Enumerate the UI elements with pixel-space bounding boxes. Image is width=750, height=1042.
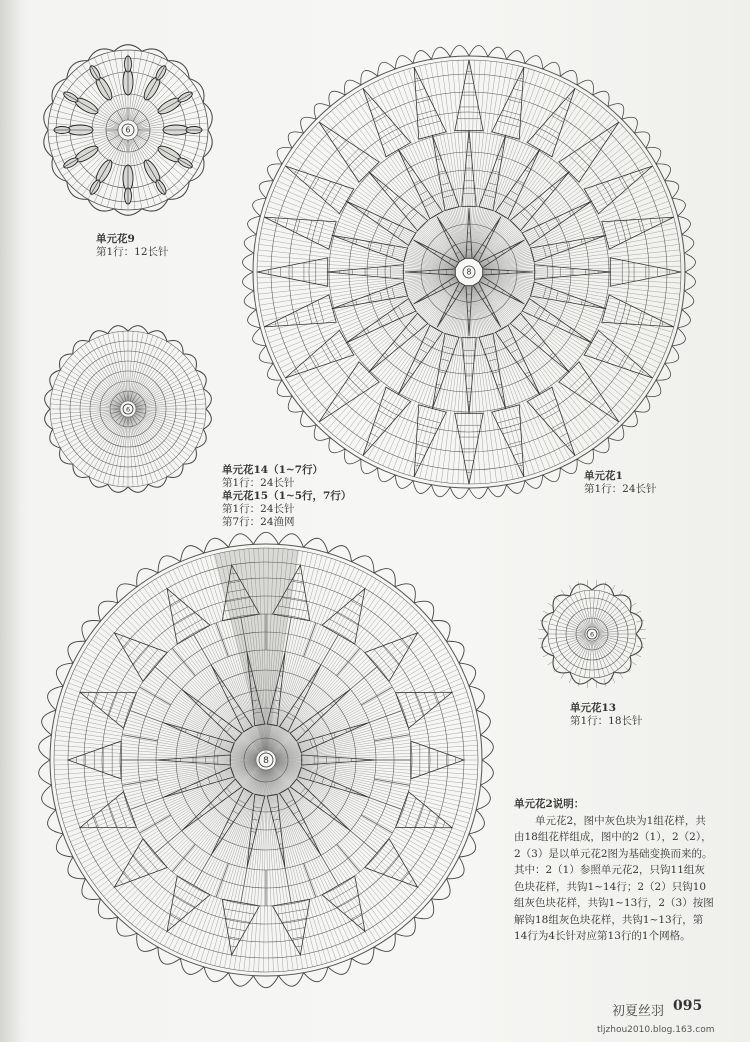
watermark: tljzhou2010.blog.163.com: [597, 1025, 715, 1035]
leaf-group: [88, 64, 102, 81]
motif-9-caption: [96, 233, 169, 259]
motif-14-line-2: 第1行：24长针: [222, 477, 295, 489]
leaf-group: [54, 127, 70, 134]
motif-13-row1: 第1行：18长针: [570, 715, 643, 727]
motif-9-row1: 第1行：12长针: [96, 246, 169, 258]
center-chain-count: 6: [125, 405, 131, 414]
motif-1-caption: [584, 470, 657, 496]
motif-14-line-1: 单元花14（1~7行）: [222, 464, 324, 476]
center-chain-count: 6: [125, 125, 131, 135]
motif-9-diagram: [38, 40, 218, 220]
motif-14-diagram: [38, 319, 218, 499]
leaf-group: [154, 64, 168, 81]
center-chain-count: 6: [589, 630, 595, 639]
petal-hatch: [614, 300, 663, 326]
leaf-group: [62, 156, 79, 170]
leaf-group: [62, 90, 79, 104]
leaf-group: [88, 178, 102, 195]
motif-14-line-3: 单元花15（1~5行，7行）: [222, 490, 352, 502]
spine-shadow: [0, 0, 22, 1042]
leaf-group: [123, 165, 133, 191]
petal-hatch: [497, 78, 523, 127]
leaf-group: [125, 56, 132, 72]
page-number: 095: [673, 998, 703, 1014]
leaf-group: [67, 125, 93, 135]
outer-fan: [80, 692, 137, 728]
outer-fan: [80, 792, 137, 828]
center-chain-count: 8: [466, 267, 472, 277]
outer-fan: [396, 792, 453, 828]
motif-14-line-4: 第1行：24长针: [222, 503, 295, 515]
petal-hatch: [415, 78, 441, 127]
motif-13-diagram: [527, 569, 657, 699]
motif-13-title: 单元花13: [570, 702, 617, 714]
motif-1-title: 单元花1: [584, 470, 623, 482]
leaf-group: [163, 125, 189, 135]
leaf-group: [154, 178, 168, 195]
description-body: 单元花2，图中灰色块为1组花样，共由18组花样组成，图中的2（1），2（2），2（3）是以单元花2图为基础变换而来的。其中：2（1）参照单元花2，只钩11组灰色块花样，共钩1~14行；2（2）只钩10组灰色块花样，共钩1~13行，2（3）按图解钩18组灰色块花样，共钩1~13行，第14行为4长针对应第13行的1个网格。: [514, 814, 714, 942]
book-title: 初夏丝羽: [612, 1004, 665, 1019]
outer-fan: [396, 692, 453, 728]
motif-13-caption: [570, 702, 643, 728]
leaf-group: [186, 127, 202, 134]
center-chain-count: 8: [263, 756, 269, 767]
motif-9-title: 单元花9: [96, 233, 135, 245]
motif-2-description: [514, 796, 714, 945]
motif-14-line-5: 第7行：24渔网: [222, 516, 295, 528]
petal-hatch: [275, 218, 324, 244]
petal-hatch: [415, 417, 441, 466]
petal-hatch: [614, 218, 663, 244]
leaf-group: [125, 188, 132, 204]
motif-1-diagram: [246, 49, 692, 495]
description-title: 单元花2说明：: [514, 798, 585, 810]
leaf-group: [123, 69, 133, 95]
motif-2-diagram: [38, 532, 494, 988]
petal-hatch: [275, 300, 324, 326]
leaf-group: [176, 156, 193, 170]
leaf-group: [176, 90, 193, 104]
motif-1-row1: 第1行：24长针: [584, 483, 657, 495]
petal-hatch: [497, 417, 523, 466]
motif-14-caption: [222, 464, 351, 529]
